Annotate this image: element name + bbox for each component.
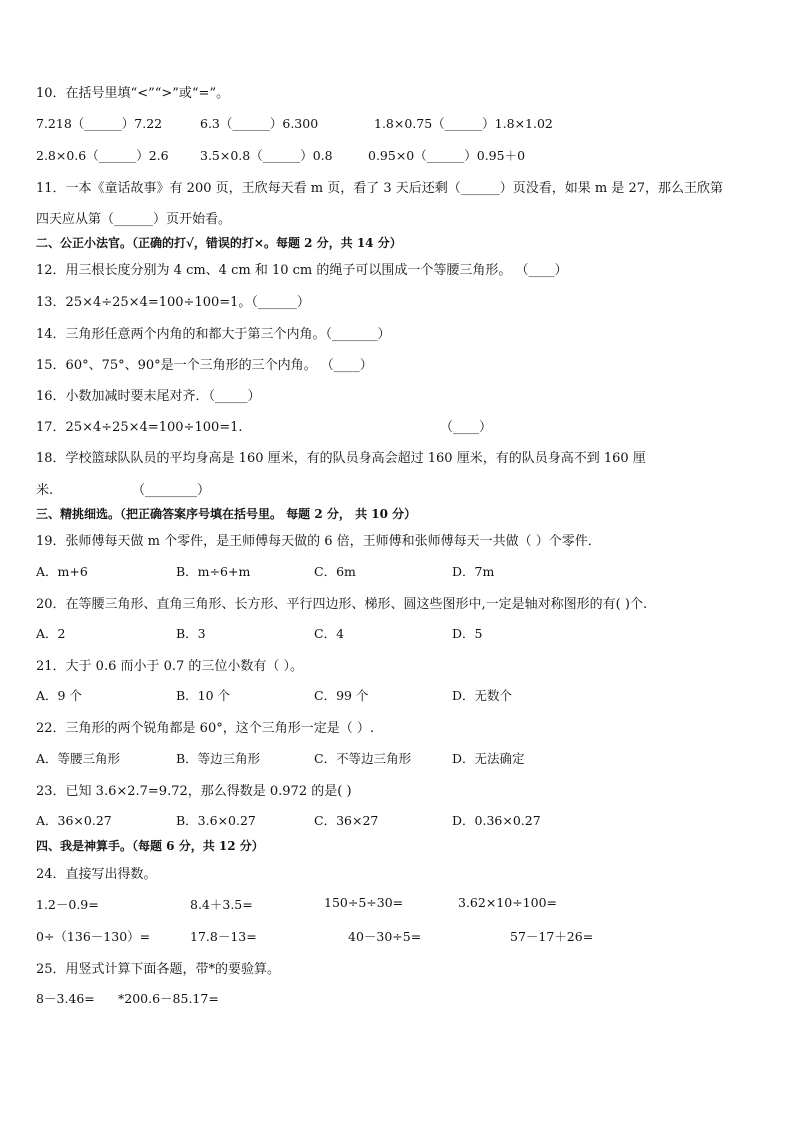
question-18-blank: （________） (132, 483, 211, 498)
question-10-stem: 10．在括号里填“<”“>”或“=”。 (36, 86, 230, 101)
q10-item-5: 3.5×0.8（______）0.8 (200, 148, 333, 163)
q23-option-a: A．36×0.27 (36, 813, 112, 828)
q24-item-1: 1.2－0.9= (36, 897, 99, 912)
q24-item-5: 0÷（136－130）= (36, 929, 151, 944)
q22-option-a: A．等腰三角形 (36, 751, 121, 766)
q20-option-a: A．2 (36, 626, 66, 641)
q10-item-1: 7.218（______）7.22 (36, 116, 163, 131)
question-11-line-2: 四天应从第（______）页开始看。 (36, 212, 232, 227)
question-25-stem: 25．用竖式计算下面各题，带*的要验算。 (36, 962, 281, 977)
q22-option-d: D．无法确定 (452, 751, 525, 766)
q19-option-d: D．7m (452, 564, 495, 579)
question-20-stem: 20．在等腰三角形、直角三角形、长方形、平行四边形、梯形、圆这些图形中,一定是轴对称图形的有( )个. (36, 597, 648, 612)
q10-item-4: 2.8×0.6（______）2.6 (36, 148, 169, 163)
section-3-heading: 三、精挑细选。（把正确答案序号填在括号里。 每题 2 分， 共 10 分） (36, 507, 417, 521)
q24-item-6: 17.8－13= (190, 929, 257, 944)
q20-option-d: D．5 (452, 626, 483, 641)
q24-item-3: 150÷5÷30= (324, 895, 404, 910)
question-17: 17．25×4÷25×4=100÷100=1. (36, 420, 243, 435)
q23-option-b: B．3.6×0.27 (176, 813, 256, 828)
q24-item-7: 40－30÷5= (348, 929, 422, 944)
q20-option-b: B．3 (176, 626, 206, 641)
question-21-stem: 21．大于 0.6 而小于 0.7 的三位小数有（ ）。 (36, 659, 304, 674)
question-13: 13．25×4÷25×4=100÷100=1。（______） (36, 295, 310, 310)
question-19-stem: 19．张师傅每天做 m 个零件，是王师傅每天做的 6 倍，王师傅和张师傅每天一共做（ ）个零件． (36, 534, 601, 549)
q24-item-2: 8.4＋3.5= (190, 897, 253, 912)
q10-item-6: 0.95×0（______）0.95＋0 (368, 148, 526, 163)
question-24-stem: 24．直接写出得数。 (36, 867, 157, 882)
question-14: 14．三角形任意两个内角的和都大于第三个内角。（_______） (36, 327, 391, 342)
q19-option-c: C．6m (314, 564, 356, 579)
question-22-stem: 22．三角形的两个锐角都是 60°，这个三角形一定是（ ）. (36, 721, 374, 736)
question-16: 16．小数加减时要末尾对齐．（_____） (36, 389, 261, 404)
question-12: 12．用三根长度分别为 4 cm、4 cm 和 10 cm 的绳子可以围成一个等腰三角形。 （____） (36, 263, 568, 278)
q25-item-1: 8－3.46= (36, 991, 95, 1006)
q23-option-d: D．0.36×0.27 (452, 813, 541, 828)
q24-item-8: 57－17＋26= (510, 929, 594, 944)
q21-option-a: A．9 个 (36, 688, 82, 703)
question-18-line-1: 18．学校篮球队队员的平均身高是 160 厘米，有的队员身高会超过 160 厘米，有的队员身高不到 160 厘 (36, 451, 646, 466)
question-15: 15．60°、75°、90°是一个三角形的三个内角。 （____） (36, 358, 373, 373)
question-18-line-2: 米. (36, 483, 54, 498)
q22-option-b: B．等边三角形 (176, 751, 261, 766)
question-17-blank: （____） (440, 420, 493, 435)
q10-item-2: 6.3（______）6.300 (200, 116, 319, 131)
q19-option-a: A．m+6 (36, 564, 88, 579)
q20-option-c: C．4 (314, 626, 345, 641)
q23-option-c: C．36×27 (314, 813, 379, 828)
q19-option-b: B．m÷6+m (176, 564, 251, 579)
q21-option-d: D．无数个 (452, 688, 513, 703)
section-2-heading: 二、公正小法官。（正确的打√，错误的打×。每题 2 分，共 14 分） (36, 236, 402, 250)
q10-item-3: 1.8×0.75（______）1.8×1.02 (374, 116, 553, 131)
q21-option-c: C．99 个 (314, 688, 369, 703)
question-23-stem: 23．已知 3.6×2.7=9.72，那么得数是 0.972 的是( ) (36, 784, 352, 799)
q24-item-4: 3.62×10÷100= (458, 895, 558, 910)
question-11-line-1: 11．一本《童话故事》有 200 页，王欣每天看 m 页，看了 3 天后还剩（______）页没看，如果 m 是 27，那么王欣第 (36, 181, 724, 196)
q25-item-2: *200.6－85.17= (118, 991, 219, 1006)
section-4-heading: 四、我是神算手。（每题 6 分，共 12 分） (36, 839, 264, 853)
q21-option-b: B．10 个 (176, 688, 231, 703)
q22-option-c: C．不等边三角形 (314, 751, 412, 766)
